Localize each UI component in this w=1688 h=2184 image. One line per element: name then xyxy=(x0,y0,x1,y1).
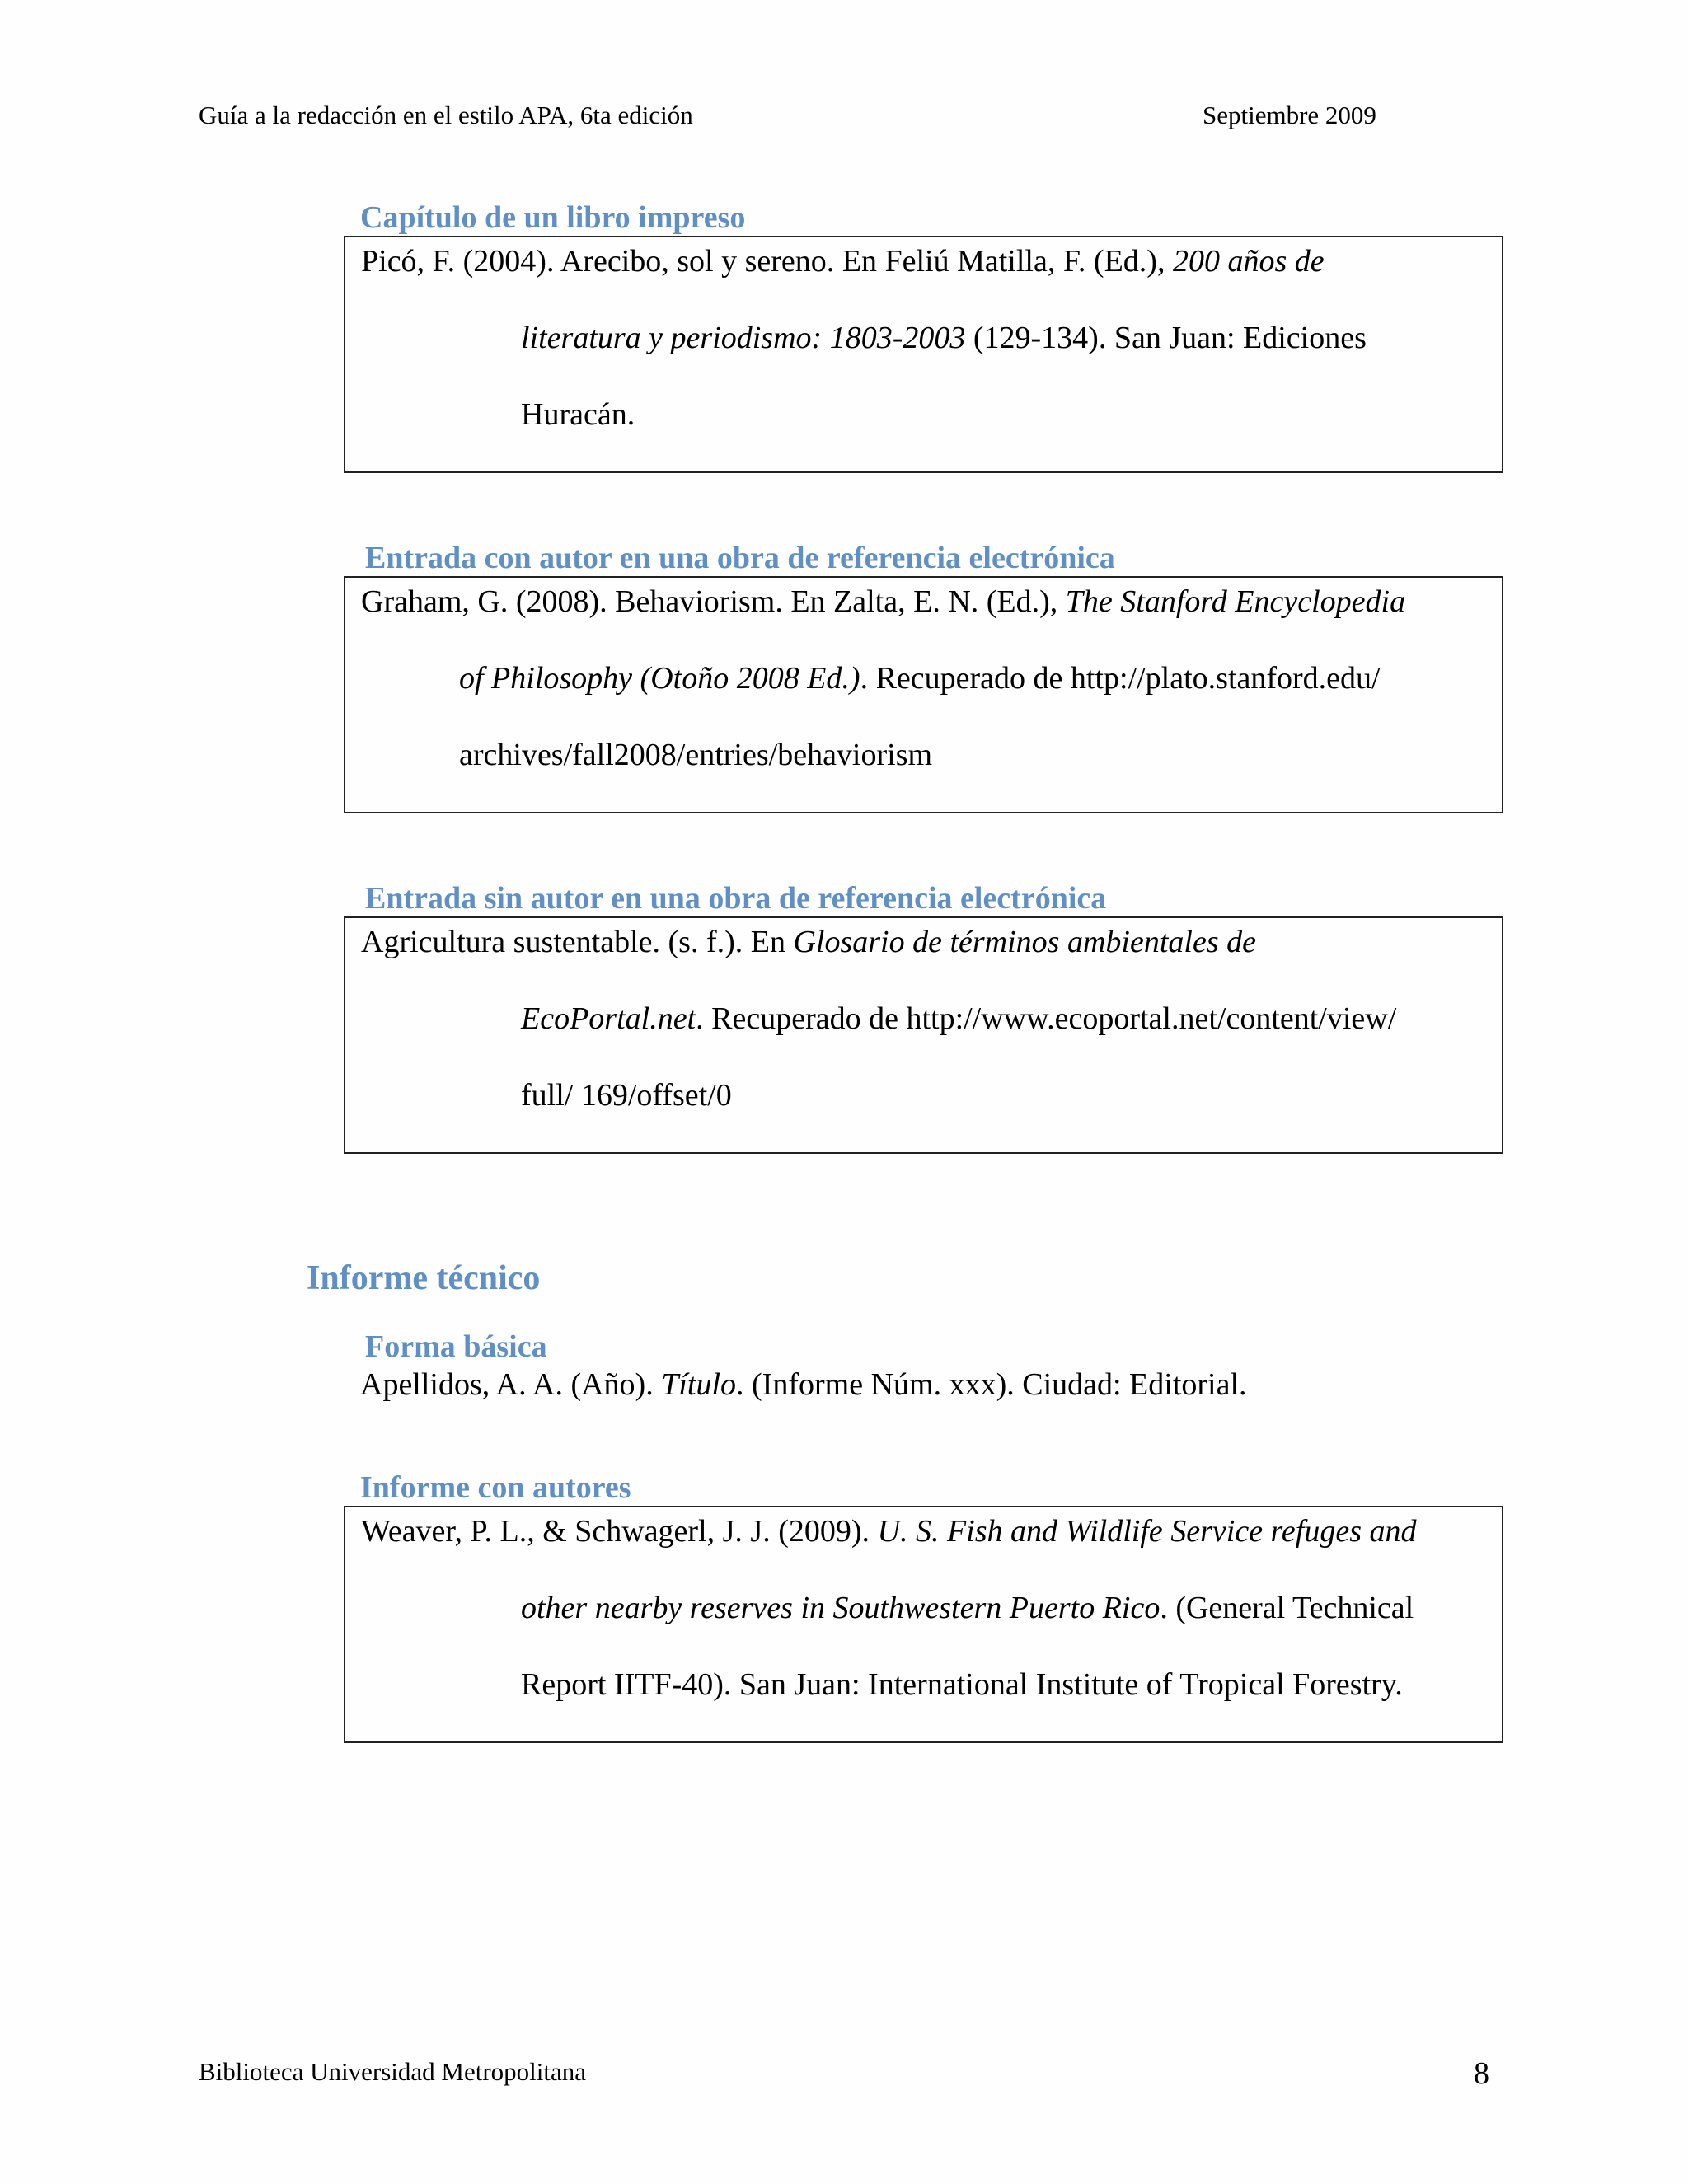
page-number: 8 xyxy=(1474,2056,1489,2091)
reference-line: other nearby reserves in Southwestern Puerto Rico. (General Technical xyxy=(521,1591,1414,1625)
section-heading-informe-tecnico: Informe técnico xyxy=(307,1259,541,1297)
reference-line: literatura y periodismo: 1803-2003 (129-134). San Juan: Ediciones xyxy=(521,321,1367,355)
reference-line: full/ 169/offset/0 xyxy=(521,1078,732,1113)
reference-line: Agricultura sustentable. (s. f.). En Glosario de términos ambientales de xyxy=(361,925,1256,959)
reference-line: Huracán. xyxy=(521,397,635,432)
reference-line: Weaver, P. L., & Schwagerl, J. J. (2009). U. S. Fish and Wildlife Service refuges and xyxy=(361,1514,1417,1549)
heading-forma-basica: Forma básica xyxy=(365,1329,547,1364)
reference-line: EcoPortal.net. Recuperado de http://www.ecoportal.net/content/view/ xyxy=(521,1001,1397,1036)
reference-box-informe-autores xyxy=(344,1506,1503,1743)
reference-line: of Philosophy (Otoño 2008 Ed.). Recuperado de http://plato.stanford.edu/ xyxy=(459,661,1381,696)
reference-box-sin-autor xyxy=(344,916,1503,1154)
running-header-title: Guía a la redacción en el estilo APA, 6ta edición xyxy=(199,101,693,129)
heading-entrada-con-autor: Entrada con autor en una obra de referencia electrónica xyxy=(365,541,1115,575)
forma-basica-text: Apellidos, A. A. (Año). Título. (Informe Núm. xxx). Ciudad: Editorial. xyxy=(360,1367,1247,1402)
heading-informe-con-autores: Informe con autores xyxy=(360,1470,631,1505)
running-header-date: Septiembre 2009 xyxy=(1203,101,1376,129)
heading-capitulo-libro: Capítulo de un libro impreso xyxy=(360,200,746,235)
reference-line: archives/fall2008/entries/behaviorism xyxy=(459,738,933,772)
heading-entrada-sin-autor: Entrada sin autor en una obra de referencia electrónica xyxy=(365,881,1107,916)
reference-box-con-autor xyxy=(344,576,1503,813)
running-footer-library: Biblioteca Universidad Metropolitana xyxy=(199,2057,587,2086)
reference-line: Report IITF-40). San Juan: International Institute of Tropical Forestry. xyxy=(521,1667,1403,1702)
reference-box-capitulo xyxy=(344,236,1503,473)
reference-line: Picó, F. (2004). Arecibo, sol y sereno. En Feliú Matilla, F. (Ed.), 200 años de xyxy=(361,244,1325,279)
reference-line: Graham, G. (2008). Behaviorism. En Zalta, E. N. (Ed.), The Stanford Encyclopedia xyxy=(361,584,1406,619)
